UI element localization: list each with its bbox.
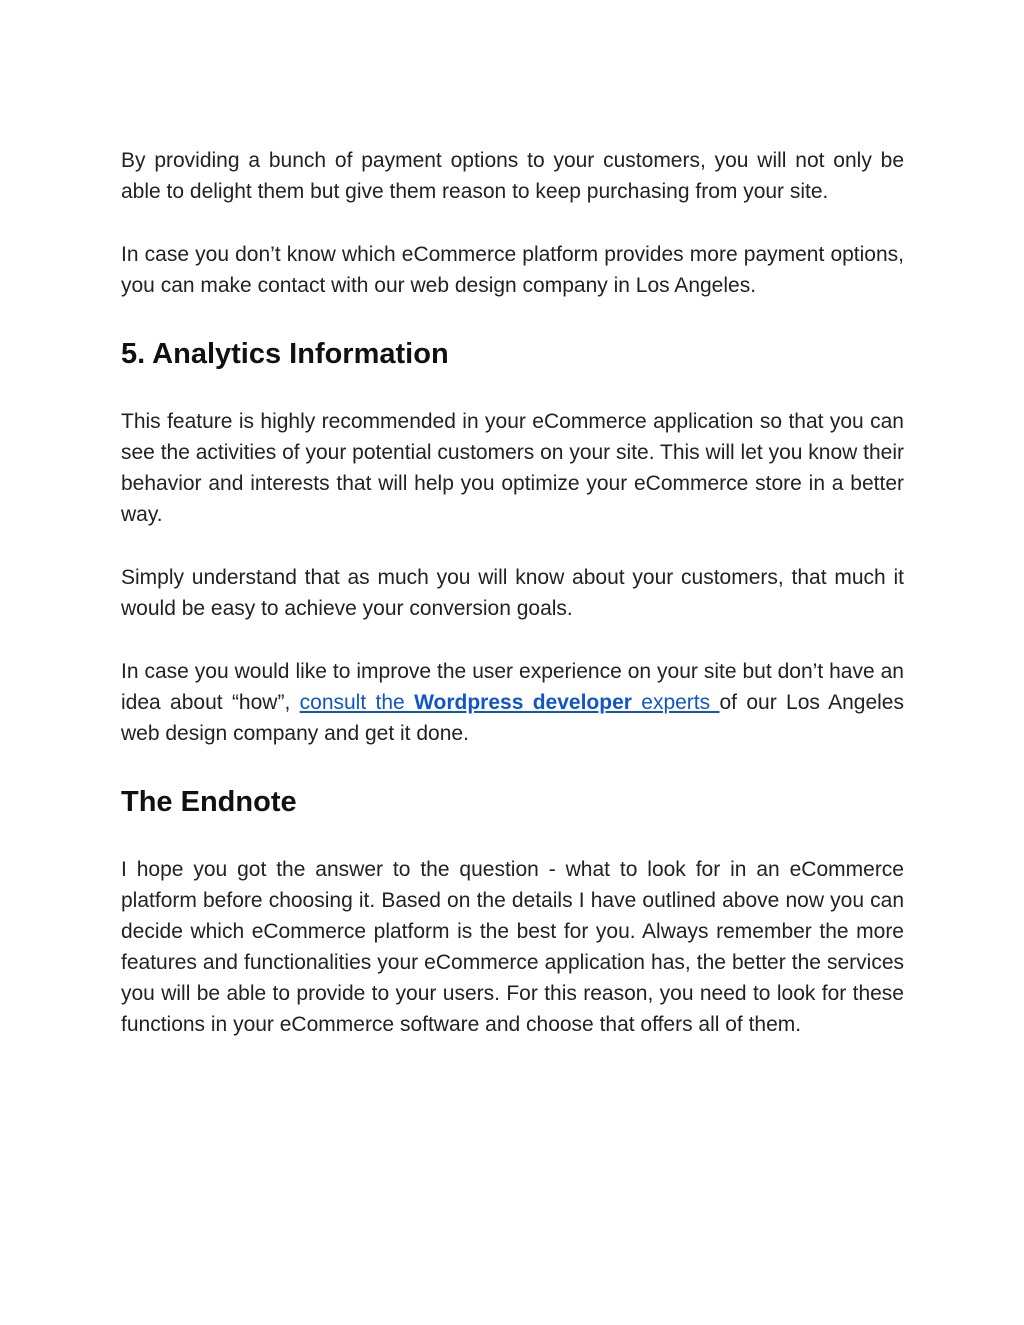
- payment-intro-paragraph: By providing a bunch of payment options to your customers, you will not only be able to delight them but give them reason to keep purchasing from your site.: [121, 149, 904, 203]
- link-bold-text: Wordpress developer: [414, 691, 632, 714]
- ux-text-after-link: of our Los Angeles web design company and get it done.: [121, 691, 904, 745]
- link-prefix: consult the: [299, 691, 415, 714]
- payment-contact-paragraph: In case you don’t know which eCommerce platform provides more payment options, you can make contact with our web design company in Los Angeles.: [121, 243, 904, 297]
- ux-text-before-link: In case you would like to improve the user experience on your site but don’t have an idea about “how”,: [121, 660, 904, 714]
- analytics-heading: 5. Analytics Information: [121, 338, 449, 370]
- endnote-paragraph: I hope you got the answer to the question - what to look for in an eCommerce platform before choosing it. Based on the details I have outlined above now you can decide which eCommerce platform is the best for you. Always remember the more features and functionalities your eCommerce application has, the better the services you will be able to provide to your users. For this reason, you need to look for these functions in your eCommerce software and choose that offers all of them.: [121, 858, 904, 1036]
- endnote-heading: The Endnote: [121, 786, 297, 818]
- wordpress-developer-link[interactable]: [300, 691, 720, 714]
- ux-paragraph: [121, 656, 904, 749]
- analytics-feature-paragraph: This feature is highly recommended in your eCommerce application so that you can see the activities of your potential customers on your site. This will let you know their behavior and interests that will help you optimize your eCommerce store in a better way.: [121, 410, 904, 526]
- document-page: [121, 145, 904, 1040]
- analytics-understand-paragraph: Simply understand that as much you will know about your customers, that much it would be easy to achieve your conversion goals.: [121, 566, 904, 620]
- link-suffix: experts: [631, 691, 720, 714]
